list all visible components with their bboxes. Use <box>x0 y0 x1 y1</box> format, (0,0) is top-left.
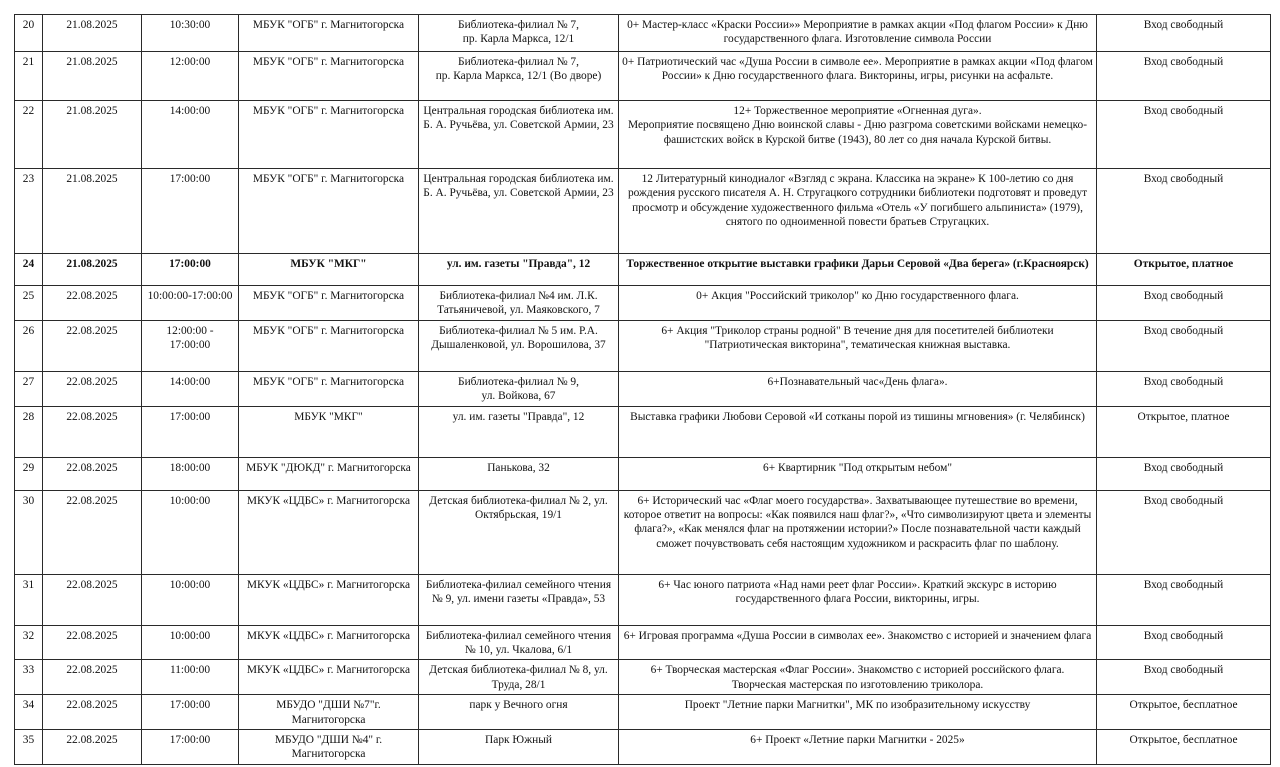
organizer: МБУДО "ДШИ №7"г. Магнитогорска <box>239 695 419 730</box>
organizer: МБУК "ОГБ" г. Магнитогорска <box>239 320 419 371</box>
access-terms: Открытое, бесплатное <box>1097 695 1271 730</box>
venue: Детская библиотека-филиал № 2, ул. Октябрьская, 19/1 <box>419 490 619 574</box>
event-time: 10:00:00-17:00:00 <box>142 286 239 321</box>
event-time: 17:00:00 <box>142 406 239 457</box>
organizer: МКУК «ЦДБС» г. Магнитогорска <box>239 660 419 695</box>
event-time: 10:00:00 <box>142 490 239 574</box>
row-number: 32 <box>15 625 43 660</box>
event-time: 17:00:00 <box>142 169 239 254</box>
table-row <box>15 52 1271 101</box>
event-description: 6+ Квартирник "Под открытым небом" <box>619 457 1097 490</box>
event-time: 17:00:00 <box>142 695 239 730</box>
event-date: 22.08.2025 <box>43 286 142 321</box>
event-date: 22.08.2025 <box>43 457 142 490</box>
organizer: МБУК "МКГ" <box>239 406 419 457</box>
event-time: 10:00:00 <box>142 574 239 625</box>
organizer: МБУК "ДЮКД" г. Магнитогорска <box>239 457 419 490</box>
organizer: МБУК "МКГ" <box>239 254 419 286</box>
event-time: 10:00:00 <box>142 625 239 660</box>
table-row <box>15 406 1271 457</box>
venue: ул. им. газеты "Правда", 12 <box>419 254 619 286</box>
event-description: 6+ Творческая мастерская «Флаг России». Знакомство с историей российского флага. Творческая мастерская по изготовлению триколора. <box>619 660 1097 695</box>
venue: Библиотека-филиал №4 им. Л.К. Татьяничевой, ул. Маяковского, 7 <box>419 286 619 321</box>
table-row <box>15 625 1271 660</box>
event-description: 0+ Акция "Российский триколор" ко Дню государственного флага. <box>619 286 1097 321</box>
table-row <box>15 490 1271 574</box>
organizer: МБУК "ОГБ" г. Магнитогорска <box>239 15 419 52</box>
table-row <box>15 169 1271 254</box>
row-number: 34 <box>15 695 43 730</box>
row-number: 25 <box>15 286 43 321</box>
row-number: 29 <box>15 457 43 490</box>
event-description: 6+ Исторический час «Флаг моего государства». Захватывающее путешествие во времени, которое ответит на вопросы: «Как появился наш флаг?», «Что символизируют цвета и элементы флага?», «Как менялся флаг на протяжении истории?» После познавательной части каждый сможет почувствовать себя настоящим художником и раскрасить флаг по шаблону. <box>619 490 1097 574</box>
event-date: 22.08.2025 <box>43 695 142 730</box>
row-number: 30 <box>15 490 43 574</box>
event-description: 6+ Час юного патриота «Над нами реет флаг России». Краткий экскурс в историю государственного флага России, викторины, игры. <box>619 574 1097 625</box>
organizer: МБУК "ОГБ" г. Магнитогорска <box>239 371 419 406</box>
venue: Библиотека-филиал № 7, пр. Карла Маркса, 12/1 (Во дворе) <box>419 52 619 101</box>
row-number: 31 <box>15 574 43 625</box>
event-time: 17:00:00 <box>142 730 239 765</box>
access-terms: Открытое, бесплатное <box>1097 730 1271 765</box>
venue: Центральная городская библиотека им. Б. А. Ручьёва, ул. Советской Армии, 23 <box>419 101 619 169</box>
event-date: 21.08.2025 <box>43 52 142 101</box>
row-number: 20 <box>15 15 43 52</box>
schedule-sheet <box>14 14 1270 765</box>
access-terms: Вход свободный <box>1097 457 1271 490</box>
event-date: 22.08.2025 <box>43 490 142 574</box>
access-terms: Вход свободный <box>1097 574 1271 625</box>
row-number: 21 <box>15 52 43 101</box>
access-terms: Вход свободный <box>1097 169 1271 254</box>
venue: парк у Вечного огня <box>419 695 619 730</box>
event-date: 22.08.2025 <box>43 625 142 660</box>
event-date: 21.08.2025 <box>43 15 142 52</box>
row-number: 35 <box>15 730 43 765</box>
row-number: 26 <box>15 320 43 371</box>
organizer: МКУК «ЦДБС» г. Магнитогорска <box>239 574 419 625</box>
venue: Библиотека-филиал № 7, пр. Карла Маркса, 12/1 <box>419 15 619 52</box>
organizer: МБУК "ОГБ" г. Магнитогорска <box>239 101 419 169</box>
event-time: 12:00:00 <box>142 52 239 101</box>
event-description: 0+ Патриотический час «Душа России в символе ее». Мероприятие в рамках акции «Под флагом России» к Дню государственного флага. Викторины, игры, рисунки на асфальте. <box>619 52 1097 101</box>
organizer: МБУК "ОГБ" г. Магнитогорска <box>239 52 419 101</box>
event-date: 21.08.2025 <box>43 254 142 286</box>
venue: Библиотека-филиал семейного чтения № 9, ул. имени газеты «Правда», 53 <box>419 574 619 625</box>
table-body <box>15 15 1271 765</box>
row-number: 23 <box>15 169 43 254</box>
event-description: 6+ Проект «Летние парки Магнитки - 2025» <box>619 730 1097 765</box>
event-time: 18:00:00 <box>142 457 239 490</box>
event-date: 22.08.2025 <box>43 406 142 457</box>
event-description: 12 Литературный кинодиалог «Взгляд с экрана. Классика на экране» К 100-летию со дня рождения русского писателя А. Н. Стругацкого сотрудники библиотеки подготовят и проведут просмотр и обсуждение художественного фильма «Отель «У погибшего альпиниста» (1979), снятого по одноименной повести братьев Стругацких. <box>619 169 1097 254</box>
table-row <box>15 254 1271 286</box>
table-row <box>15 286 1271 321</box>
venue: Детская библиотека-филиал № 8, ул. Труда, 28/1 <box>419 660 619 695</box>
event-date: 22.08.2025 <box>43 730 142 765</box>
access-terms: Вход свободный <box>1097 101 1271 169</box>
event-description: 6+Познавательный час«День флага». <box>619 371 1097 406</box>
row-number: 33 <box>15 660 43 695</box>
event-time: 17:00:00 <box>142 254 239 286</box>
access-terms: Вход свободный <box>1097 286 1271 321</box>
access-terms: Вход свободный <box>1097 625 1271 660</box>
event-time: 10:30:00 <box>142 15 239 52</box>
event-date: 22.08.2025 <box>43 371 142 406</box>
row-number: 22 <box>15 101 43 169</box>
event-description: Выставка графики Любови Серовой «И сотканы порой из тишины мгновения» (г. Челябинск) <box>619 406 1097 457</box>
event-description: 0+ Мастер-класс «Краски России»» Мероприятие в рамках акции «Под флагом России» к Дню государственного флага. Изготовление символа России <box>619 15 1097 52</box>
row-number: 24 <box>15 254 43 286</box>
access-terms: Вход свободный <box>1097 320 1271 371</box>
venue: ул. им. газеты "Правда", 12 <box>419 406 619 457</box>
event-description: 6+ Акция "Триколор страны родной" В течение дня для посетителей библиотеки "Патриотическая викторина", тематическая книжная выставка. <box>619 320 1097 371</box>
access-terms: Открытое, платное <box>1097 254 1271 286</box>
table-row <box>15 457 1271 490</box>
event-time: 11:00:00 <box>142 660 239 695</box>
event-date: 22.08.2025 <box>43 320 142 371</box>
event-description: Торжественное открытие выставки графики Дарьи Серовой «Два берега» (г.Красноярск) <box>619 254 1097 286</box>
venue: Библиотека-филиал № 9, ул. Войкова, 67 <box>419 371 619 406</box>
event-description: 12+ Торжественное мероприятие «Огненная дуга». Мероприятие посвящено Дню воинской славы - Дню разгрома советскими войсками немецко-фашистских войск в Курской битве (1943), 80 лет со дня начала Курской битвы. <box>619 101 1097 169</box>
event-date: 21.08.2025 <box>43 169 142 254</box>
access-terms: Открытое, платное <box>1097 406 1271 457</box>
event-time: 14:00:00 <box>142 371 239 406</box>
organizer: МБУК "ОГБ" г. Магнитогорска <box>239 286 419 321</box>
table-row <box>15 695 1271 730</box>
table-row <box>15 320 1271 371</box>
venue: Библиотека-филиал № 5 им. Р.А. Дышаленковой, ул. Ворошилова, 37 <box>419 320 619 371</box>
table-row <box>15 15 1271 52</box>
organizer: МБУДО "ДШИ №4" г. Магнитогорска <box>239 730 419 765</box>
table-row <box>15 101 1271 169</box>
access-terms: Вход свободный <box>1097 371 1271 406</box>
venue: Библиотека-филиал семейного чтения № 10, ул. Чкалова, 6/1 <box>419 625 619 660</box>
row-number: 27 <box>15 371 43 406</box>
access-terms: Вход свободный <box>1097 490 1271 574</box>
organizer: МКУК «ЦДБС» г. Магнитогорска <box>239 490 419 574</box>
table-row <box>15 574 1271 625</box>
row-number: 28 <box>15 406 43 457</box>
venue: Парк Южный <box>419 730 619 765</box>
venue: Центральная городская библиотека им. Б. А. Ручьёва, ул. Советской Армии, 23 <box>419 169 619 254</box>
event-time: 14:00:00 <box>142 101 239 169</box>
access-terms: Вход свободный <box>1097 52 1271 101</box>
table-row <box>15 371 1271 406</box>
event-date: 21.08.2025 <box>43 101 142 169</box>
venue: Панькова, 32 <box>419 457 619 490</box>
event-date: 22.08.2025 <box>43 660 142 695</box>
event-description: 6+ Игровая программа «Душа России в символах ее». Знакомство с историей и значением флага <box>619 625 1097 660</box>
events-table <box>14 14 1271 765</box>
access-terms: Вход свободный <box>1097 660 1271 695</box>
access-terms: Вход свободный <box>1097 15 1271 52</box>
organizer: МБУК "ОГБ" г. Магнитогорска <box>239 169 419 254</box>
organizer: МКУК «ЦДБС» г. Магнитогорска <box>239 625 419 660</box>
event-description: Проект "Летние парки Магнитки", МК по изобразительному искусству <box>619 695 1097 730</box>
table-row <box>15 730 1271 765</box>
table-row <box>15 660 1271 695</box>
event-time: 12:00:00 - 17:00:00 <box>142 320 239 371</box>
event-date: 22.08.2025 <box>43 574 142 625</box>
